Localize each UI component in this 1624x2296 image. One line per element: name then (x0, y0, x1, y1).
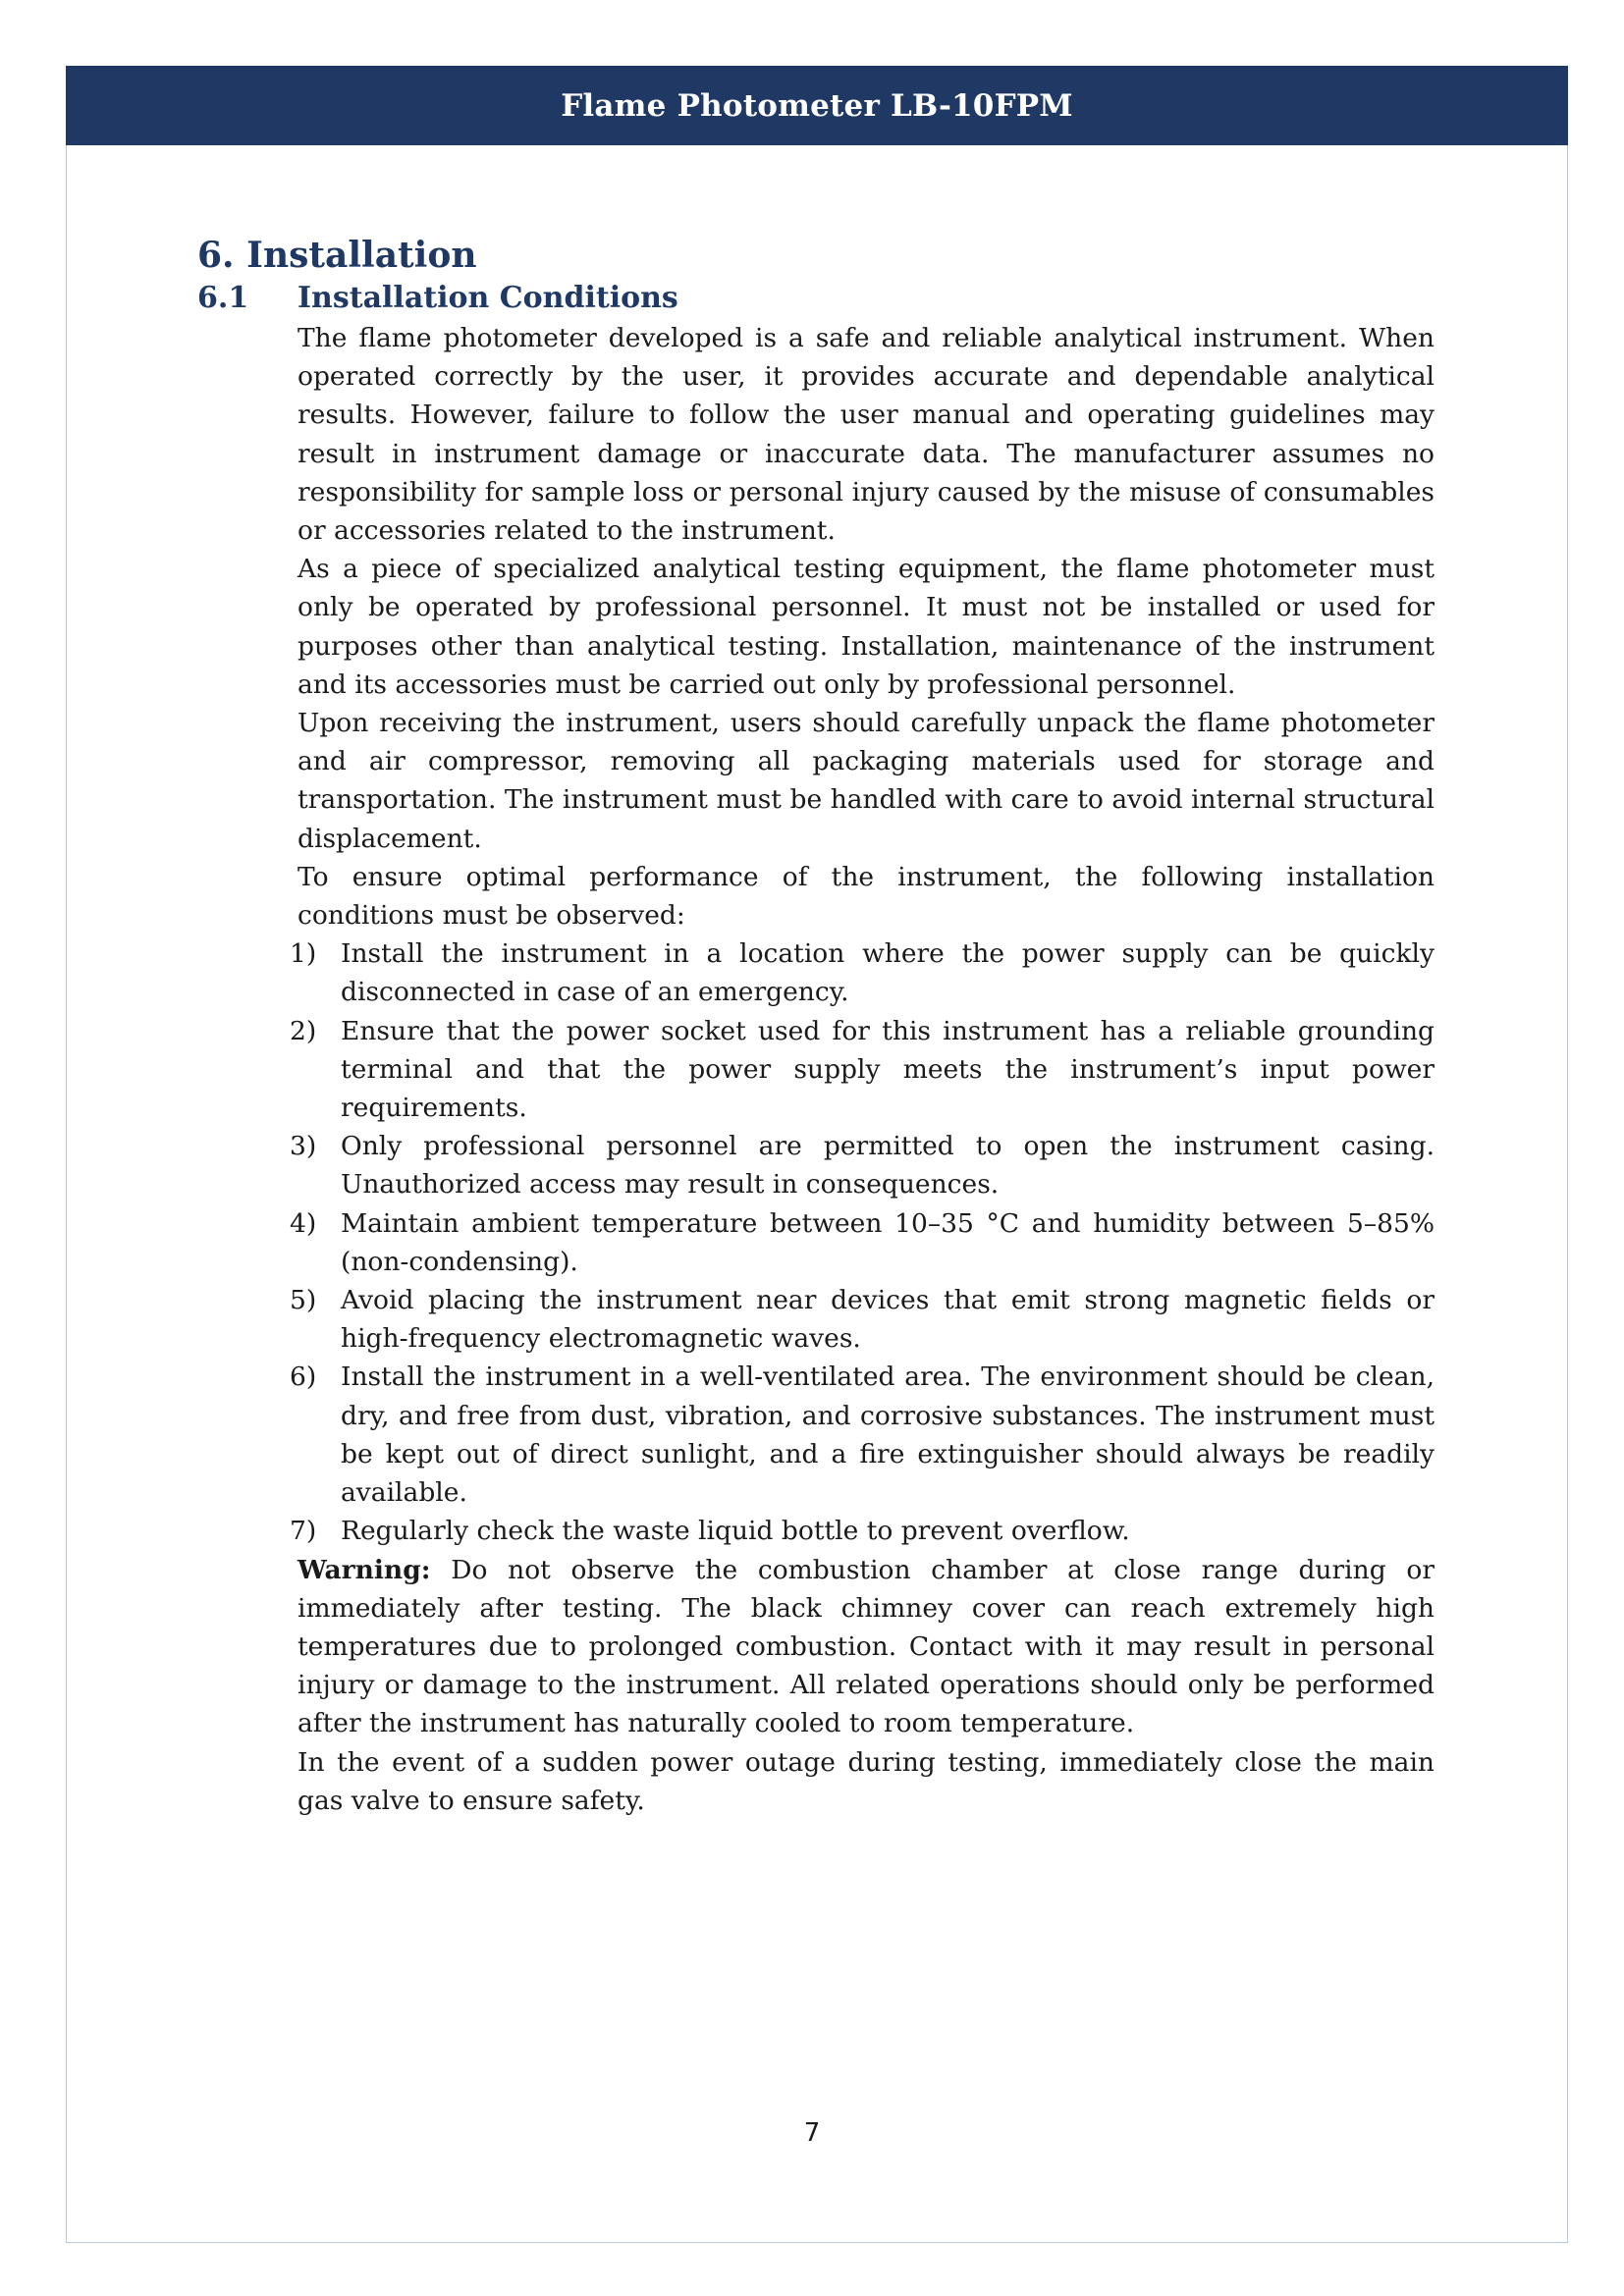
list-item-text: Ensure that the power socket used for this instrument has a reliable grounding terminal and that the power supply meets the instrument’s input power requirements. (341, 1015, 1435, 1124)
conditions-list (290, 934, 1435, 1550)
body-content (290, 319, 1435, 1820)
paragraph-conditions-intro: To ensure optimal performance of the instrument, the following installation conditions must be observed: (298, 861, 1435, 932)
list-item (290, 1512, 1435, 1550)
list-item (290, 1281, 1435, 1358)
section-title: 6. Installation (197, 235, 477, 276)
list-item-marker: 3) (290, 1131, 317, 1162)
list-item-marker: 1) (290, 938, 317, 970)
list-item-text: Avoid placing the instrument near devices that emit strong magnetic fields or high-frequency electromagnetic waves. (341, 1285, 1435, 1355)
list-item-marker: 5) (290, 1285, 317, 1316)
header-title: Flame Photometer LB-10FPM (561, 87, 1073, 124)
list-item (290, 934, 1435, 1011)
warning-label: Warning: (298, 1554, 431, 1585)
list-item-marker: 6) (290, 1362, 317, 1393)
subsection-title: Installation Conditions (298, 281, 678, 315)
list-item-marker: 2) (290, 1015, 317, 1046)
subsection-number: 6.1 (197, 281, 249, 315)
paragraph-professional-use: As a piece of specialized analytical testing equipment, the flame photometer must only be operated by professional personnel. It must not be installed or used for purposes other than analytical testing. Installation, maintenance of the instrument and its accessories must be carried out only by professional personnel. (298, 554, 1435, 700)
paragraph-intro: The flame photometer developed is a safe and reliable analytical instrument. When operated correctly by the user, it provides accurate and dependable analytical results. However, failure to follow the user manual and operating guidelines may result in instrument damage or inaccurate data. The manufacturer assumes no responsibility for sample loss or personal injury caused by the misuse of consumables or accessories related to the instrument. (298, 323, 1435, 547)
list-item-text: Only professional personnel are permitted to open the instrument casing. Unauthorized access may result in consequences. (341, 1131, 1435, 1201)
warning-text: Do not observe the combustion chamber at close range during or immediately after testing. The black chimney cover can reach extremely high temperatures due to prolonged combustion. Contact with it may result in personal injury or damage to the instrument. All related operations should only be performed after the instrument has naturally cooled to room temperature. (298, 1554, 1435, 1739)
list-item-text: Install the instrument in a well-ventilated area. The environment should be clean, dry, and free from dust, vibration, and corrosive substances. The instrument must be kept out of direct sunlight, and a fire extinguisher should always be readily available. (341, 1362, 1435, 1509)
power-outage-note: In the event of a sudden power outage during testing, immediately close the main gas valve to ensure safety. (298, 1746, 1435, 1816)
list-item-text: Maintain ambient temperature between 10–35 °C and humidity between 5–85% (non-condensing). (341, 1207, 1435, 1277)
subsection-heading (197, 279, 678, 318)
list-item (290, 1127, 1435, 1203)
list-item-marker: 7) (290, 1516, 317, 1547)
header-bar (66, 66, 1568, 145)
list-item-text: Install the instrument in a location where the power supply can be quickly disconnected in case of an emergency. (341, 938, 1435, 1008)
list-item (290, 1204, 1435, 1281)
list-item (290, 1012, 1435, 1128)
paragraph-unpacking: Upon receiving the instrument, users should carefully unpack the flame photometer and air compressor, removing all packaging materials used for storage and transportation. The instrument must be handled with care to avoid internal structural displacement. (298, 708, 1435, 854)
page-number: 7 (803, 2118, 821, 2148)
list-item-marker: 4) (290, 1207, 317, 1239)
list-item (290, 1358, 1435, 1512)
list-item-text: Regularly check the waste liquid bottle to prevent overflow. (341, 1516, 1130, 1547)
warning-paragraph (298, 1551, 1435, 1743)
